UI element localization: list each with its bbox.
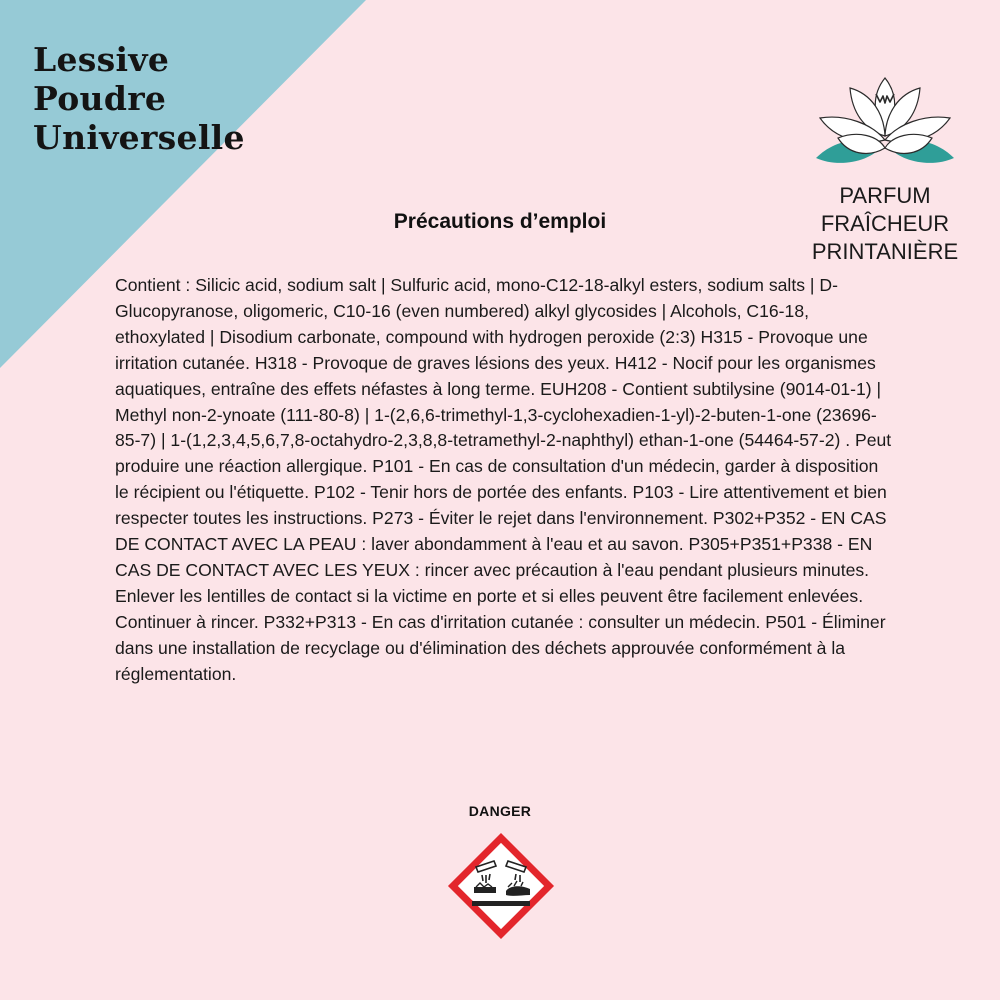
- precautions-text: Contient : Silicic acid, sodium salt | Sulfuric acid, mono-C12-18-alkyl esters, sodium salts | D-Glucopyranose, oligomeric, C10-16 (even numbered) alkyl glycosides | Alcohols, C16-18, ethoxylated | Disodium carbonate, compound with hydrogen peroxide (2:3) H315 - Provoque une irritation cutanée. H318 - Provoque de graves lésions des yeux. H412 - Nocif pour les organismes aquatiques, entraîne des effets néfastes à long terme. EUH208 - Contient subtilysine (9014-01-1) | Methyl non-2-ynoate (111-80-8) | 1-(2,6,6-trimethyl-1,3-cyclohexadien-1-yl)-2-buten-1-one (23696-85-7) | 1-(1,2,3,4,5,6,7,8-octahydro-2,3,8,8-tetramethyl-2-naphthyl) ethan-1-one (54464-57-2) . Peut produire une réaction allergique. P101 - En cas de consultation d'un médecin, garder à disposition le récipient ou l'étiquette. P102 - Tenir hors de portée des enfants. P103 - Lire attentivement et bien respecter toutes les instructions. P273 - Éviter le rejet dans l'environnement. P302+P352 - EN CAS DE CONTACT AVEC LA PEAU : laver abondamment à l'eau et au savon. P305+P351+P338 - EN CAS DE CONTACT AVEC LES YEUX : rincer avec précaution à l'eau pendant plusieurs minutes. Enlever les lentilles de contact si la victime en porte et si elles peuvent être facilement enlevées. Continuer à rincer. P332+P313 - En cas d'irritation cutanée : consulter un médecin. P501 - Éliminer dans une installation de recyclage ou d'élimination des déchets approuvée conformément à la réglementation.: [115, 275, 892, 684]
- scent-name: [800, 182, 970, 266]
- corrosion-icon: [446, 831, 556, 941]
- water-lily-icon: [810, 72, 960, 172]
- scent-line: FRAÎCHEUR: [820, 211, 950, 236]
- scent-line: PRINTANIÈRE: [811, 239, 959, 264]
- product-title-line: Universelle: [33, 118, 245, 157]
- section-title: Précautions d’emploi: [393, 210, 607, 233]
- product-title: [33, 40, 245, 157]
- product-title-line: Lessive: [33, 40, 170, 79]
- scent-line: PARFUM: [839, 183, 931, 208]
- danger-label: DANGER: [468, 803, 532, 819]
- product-title-line: Poudre: [33, 79, 167, 118]
